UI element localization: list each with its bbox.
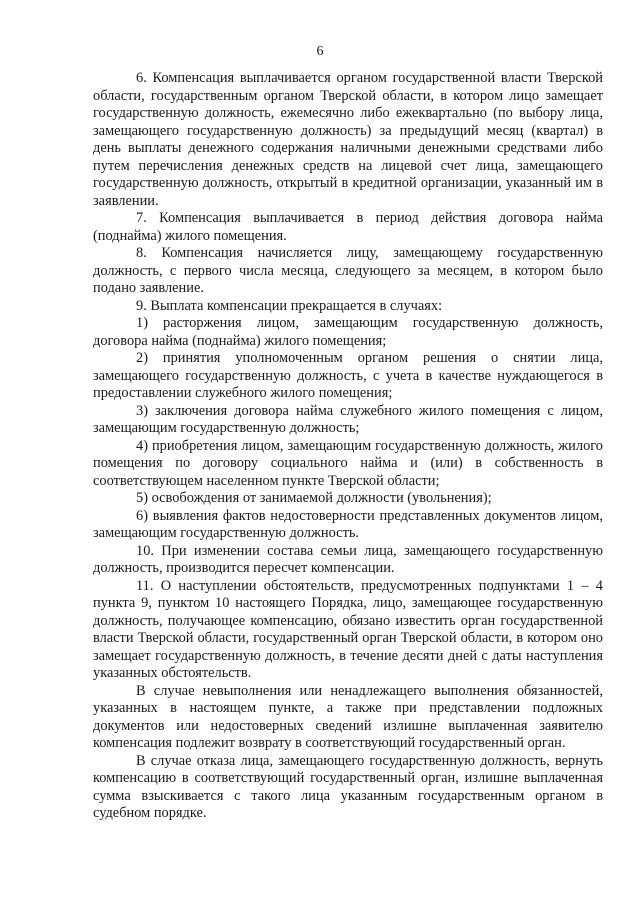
page-number: 6 [316,44,324,59]
paragraph-11-part-3: В случае отказа лица, замещающего государственную должность, вернуть компенсацию в соответствующий государственный орган, излишне выплаченная сумма взыскивается с такого лица указанным государственным органом в судебном порядке. [93,752,603,821]
paragraph-11-part-2: В случае невыполнения или ненадлежащего выполнения обязанностей, указанных в настоящем пункте, а также при представлении подложных документов или недостоверных сведений излишне выплаченная заявителю компенсация подлежит возврату в соответствующий государственный орган. [93,682,603,751]
paragraph-9-item-2: 2) принятия уполномоченным органом решения о снятии лица, замещающего государственную должность, с учета в качестве нуждающегося в предоставлении служебного жилого помещения; [93,350,603,401]
paragraph-6: 6. Компенсация выплачивается органом государственной власти Тверской области, государственным органом Тверской области, в котором лицо замещает государственную должность, ежемесячно либо ежеквартально (по выбору лица, замещающего государственную должность) за предыдущий месяц (квартал) в день выплаты денежного содержания наличными денежными средствами либо путем перечисления денежных средств на лицевой счет лица, замещающего государственную должность, открытый в кредитной организации, указанный им в заявлении. [93,70,603,209]
document-body [93,70,603,823]
paragraph-9-item-4: 4) приобретения лицом, замещающим государственную должность, жилого помещения по договору социального найма и (или) в собственность в соответствующем населенном пункте Тверской области; [93,437,603,489]
paragraph-9-item-1: 1) расторжения лицом, замещающим государственную должность, договора найма (поднайма) жилого помещения; [93,315,603,349]
paragraph-9-item-5: 5) освобождения от занимаемой должности (увольнения); [136,490,492,506]
paragraph-10: 10. При изменении состава семьи лица, замещающего государственную должность, производится пересчет компенсации. [93,542,603,576]
paragraph-7: 7. Компенсация выплачивается в период действия договора найма (поднайма) жилого помещения. [93,210,603,244]
paragraph-9-item-6: 6) выявления фактов недостоверности представленных документов лицом, замещающим государственную должность. [93,507,603,541]
paragraph-9-item-3: 3) заключения договора найма служебного жилого помещения с лицом, замещающим государственную должность; [93,402,603,436]
paragraph-9: 9. Выплата компенсации прекращается в случаях: [136,297,443,314]
paragraph-11: 11. О наступлении обстоятельств, предусмотренных подпунктами 1 – 4 пункта 9, пунктом 10 настоящего Порядка, лицо, замещающее государственную должность, получающее компенсацию, обязано известить орган государственной власти Тверской области, государственный орган Тверской области, в котором оно замещает государственную должность, в течение десяти дней с даты наступления указанных обстоятельств. [93,577,603,681]
paragraph-8: 8. Компенсация начисляется лицу, замещающему государственную должность, с первого числа месяца, следующего за месяцем, в котором было подано заявление. [93,245,603,296]
